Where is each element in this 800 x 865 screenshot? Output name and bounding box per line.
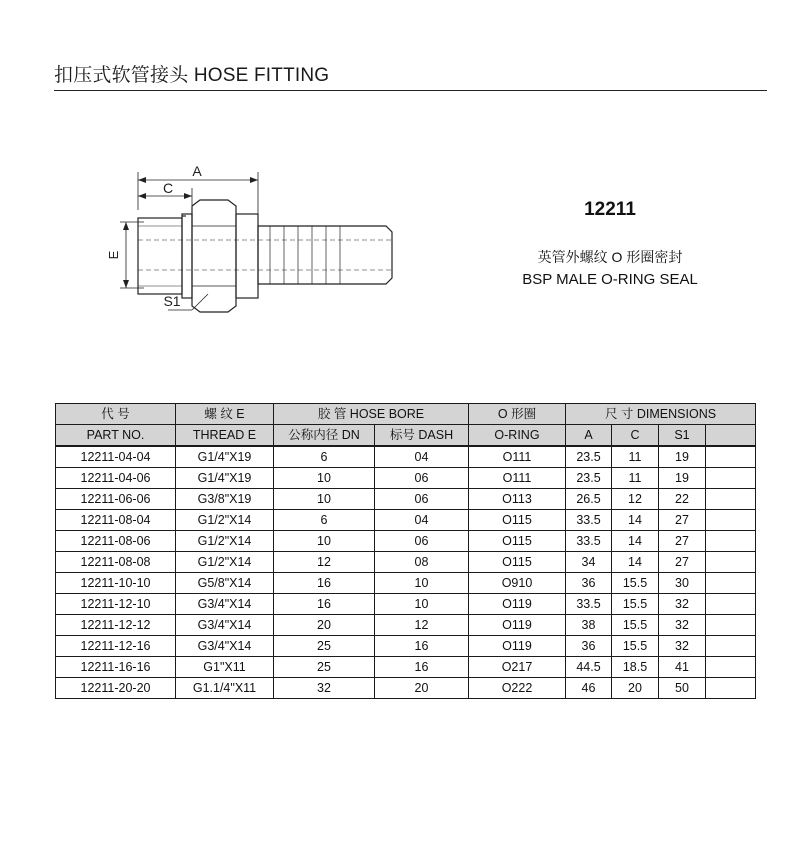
cell-part: 12211-12-12 [56,615,176,636]
fitting-drawing [100,160,400,325]
cell-thread: G3/4"X14 [176,636,274,657]
cell-c: 11 [612,468,659,489]
cell-a: 23.5 [566,468,612,489]
header-oring-cn: O 形圈 [469,404,566,425]
cell-extra [706,510,756,531]
cell-thread: G1/2"X14 [176,552,274,573]
cell-dash: 16 [375,657,469,678]
cell-thread: G1/4"X19 [176,468,274,489]
product-description-cn: 英管外螺纹 O 形圈密封 [537,249,683,265]
cell-dn: 10 [274,531,375,552]
cell-c: 11 [612,446,659,468]
cell-thread: G3/8"X19 [176,489,274,510]
table-row [56,678,756,699]
cell-thread: G1.1/4"X11 [176,678,274,699]
header-part-no: PART NO. [56,425,176,447]
cell-c: 20 [612,678,659,699]
cell-thread: G1/2"X14 [176,510,274,531]
product-part-number: 12211 [584,199,636,220]
cell-extra [706,552,756,573]
cell-extra [706,657,756,678]
cell-part: 12211-08-08 [56,552,176,573]
cell-dn: 16 [274,594,375,615]
cell-a: 36 [566,573,612,594]
cell-s1: 27 [659,510,706,531]
cell-a: 44.5 [566,657,612,678]
cell-dash: 20 [375,678,469,699]
cell-oring: O111 [469,446,566,468]
cell-s1: 32 [659,636,706,657]
cell-s1: 41 [659,657,706,678]
table-row [56,510,756,531]
cell-dash: 08 [375,552,469,573]
cell-c: 15.5 [612,573,659,594]
cell-a: 23.5 [566,446,612,468]
cell-dn: 32 [274,678,375,699]
cell-part: 12211-20-20 [56,678,176,699]
cell-dash: 06 [375,531,469,552]
table-row [56,636,756,657]
cell-extra [706,446,756,468]
cell-c: 15.5 [612,636,659,657]
cell-extra [706,594,756,615]
cell-part: 12211-08-06 [56,531,176,552]
table-row [56,594,756,615]
header-c: C [612,425,659,447]
cell-oring: O119 [469,615,566,636]
cell-c: 14 [612,510,659,531]
cell-a: 38 [566,615,612,636]
title-divider [54,90,767,91]
cell-dn: 6 [274,510,375,531]
cell-c: 14 [612,552,659,573]
cell-a: 34 [566,552,612,573]
cell-thread: G1/4"X19 [176,446,274,468]
cell-extra [706,531,756,552]
cell-dash: 10 [375,594,469,615]
cell-thread: G3/4"X14 [176,615,274,636]
cell-extra [706,615,756,636]
table-row [56,552,756,573]
cell-a: 46 [566,678,612,699]
cell-thread: G1/2"X14 [176,531,274,552]
header-hose-bore: 胶 管 HOSE BORE [274,404,469,425]
cell-dn: 16 [274,573,375,594]
cell-c: 12 [612,489,659,510]
table-row [56,489,756,510]
cell-s1: 19 [659,446,706,468]
cell-extra [706,678,756,699]
cell-dash: 04 [375,446,469,468]
table-row [56,468,756,489]
header-a: A [566,425,612,447]
cell-dn: 25 [274,657,375,678]
spec-table [55,403,756,699]
cell-c: 18.5 [612,657,659,678]
cell-dn: 10 [274,468,375,489]
cell-dash: 06 [375,468,469,489]
cell-s1: 32 [659,594,706,615]
header-s1: S1 [659,425,706,447]
cell-a: 33.5 [566,594,612,615]
cell-a: 33.5 [566,531,612,552]
cell-part: 12211-04-04 [56,446,176,468]
cell-oring: O217 [469,657,566,678]
table-row [56,657,756,678]
table-row [56,446,756,468]
cell-dash: 06 [375,489,469,510]
cell-c: 15.5 [612,615,659,636]
cell-extra [706,573,756,594]
dimension-a-label: A [192,163,202,179]
cell-part: 12211-10-10 [56,573,176,594]
cell-oring: O113 [469,489,566,510]
cell-thread: G5/8"X14 [176,573,274,594]
table-row [56,615,756,636]
cell-thread: G1"X11 [176,657,274,678]
cell-extra [706,489,756,510]
dimension-c-label: C [162,180,174,196]
dimension-e-label: E [106,250,121,260]
dimension-s1-label: S1 [163,293,181,309]
cell-c: 14 [612,531,659,552]
cell-part: 12211-16-16 [56,657,176,678]
header-dash: 标号 DASH [375,425,469,447]
header-part-cn: 代 号 [56,404,176,425]
cell-part: 12211-08-04 [56,510,176,531]
cell-c: 15.5 [612,594,659,615]
cell-s1: 19 [659,468,706,489]
header-thread: THREAD E [176,425,274,447]
cell-thread: G3/4"X14 [176,594,274,615]
cell-oring: O111 [469,468,566,489]
cell-s1: 27 [659,552,706,573]
product-description-en: BSP MALE O-RING SEAL [522,271,698,288]
page-title: 扣压式软管接头 HOSE FITTING [54,65,330,86]
cell-oring: O115 [469,510,566,531]
header-oring: O-RING [469,425,566,447]
cell-dash: 10 [375,573,469,594]
cell-part: 12211-12-16 [56,636,176,657]
cell-s1: 27 [659,531,706,552]
cell-s1: 30 [659,573,706,594]
cell-dash: 04 [375,510,469,531]
cell-extra [706,468,756,489]
header-extra [706,425,756,447]
cell-a: 33.5 [566,510,612,531]
cell-dash: 12 [375,615,469,636]
cell-dn: 10 [274,489,375,510]
cell-part: 12211-12-10 [56,594,176,615]
cell-extra [706,636,756,657]
cell-s1: 32 [659,615,706,636]
cell-oring: O910 [469,573,566,594]
cell-oring: O115 [469,552,566,573]
cell-part: 12211-04-06 [56,468,176,489]
cell-dn: 25 [274,636,375,657]
header-dimensions: 尺 寸 DIMENSIONS [566,404,756,425]
cell-oring: O115 [469,531,566,552]
cell-dn: 12 [274,552,375,573]
cell-part: 12211-06-06 [56,489,176,510]
header-dn: 公称内径 DN [274,425,375,447]
cell-s1: 50 [659,678,706,699]
cell-dash: 16 [375,636,469,657]
cell-dn: 20 [274,615,375,636]
cell-oring: O119 [469,636,566,657]
cell-a: 26.5 [566,489,612,510]
cell-a: 36 [566,636,612,657]
table-row [56,531,756,552]
table-row [56,573,756,594]
cell-oring: O119 [469,594,566,615]
header-thread-cn: 螺 纹 E [176,404,274,425]
cell-dn: 6 [274,446,375,468]
cell-s1: 22 [659,489,706,510]
cell-oring: O222 [469,678,566,699]
